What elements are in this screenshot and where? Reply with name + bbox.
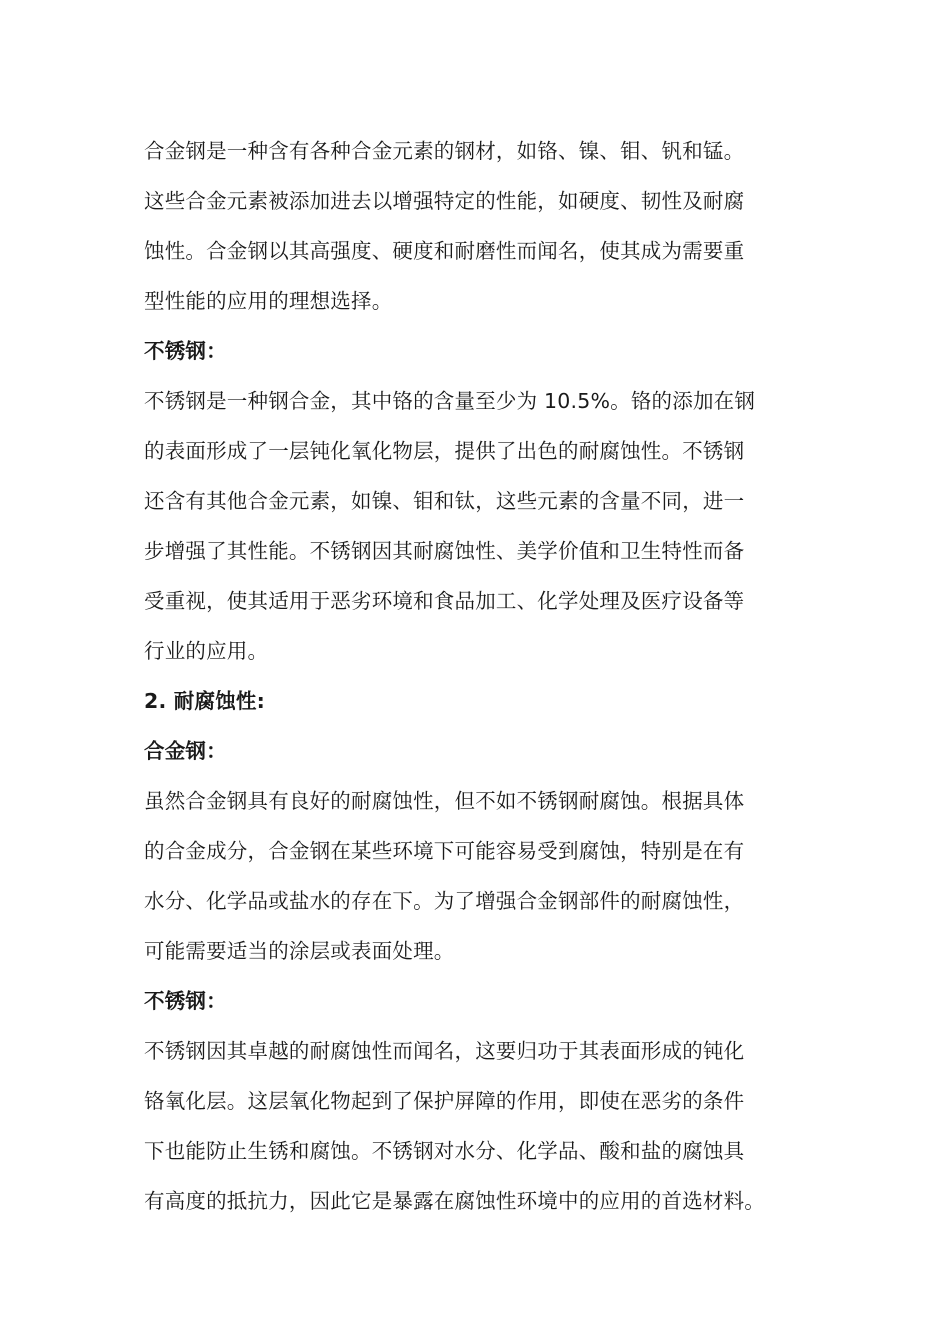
text-line: 的合金成分，合金钢在某些环境下可能容易受到腐蚀，特别是在有 (144, 839, 745, 863)
text-line: 受重视，使其适用于恶劣环境和食品加工、化学处理及医疗设备等 (144, 589, 745, 613)
text-line: 步增强了其性能。不锈钢因其耐腐蚀性、美学价值和卫生特性而备 (144, 539, 745, 563)
text-line: 水分、化学品或盐水的存在下。为了增强合金钢部件的耐腐蚀性， (144, 889, 745, 913)
text-line: 可能需要适当的涂层或表面处理。 (144, 939, 455, 963)
heading-stainless-steel-2: 不锈钢： (144, 989, 227, 1013)
paragraph-stainless-steel-corrosion (144, 1026, 824, 1226)
text-line: 不锈钢因其卓越的耐腐蚀性而闻名，这要归功于其表面形成的钝化 (144, 1039, 745, 1063)
document-page (144, 126, 824, 1226)
text-line: 蚀性。合金钢以其高强度、硬度和耐磨性而闻名，使其成为需要重 (144, 239, 745, 263)
text-line: 不锈钢是一种钢合金，其中铬的含量至少为 10.5%。铬的添加在钢 (144, 389, 756, 413)
text-line: 合金钢是一种含有各种合金元素的钢材，如铬、镍、钼、钒和锰。 (144, 139, 745, 163)
text-line: 有高度的抵抗力，因此它是暴露在腐蚀性环境中的应用的首选材料。 (144, 1189, 765, 1213)
text-line: 还含有其他合金元素，如镍、钼和钛，这些元素的含量不同，进一 (144, 489, 745, 513)
section-heading-corrosion-resistance: 2. 耐腐蚀性: (144, 689, 265, 713)
paragraph-alloy-steel-intro (144, 126, 824, 326)
heading-alloy-steel: 合金钢： (144, 739, 227, 763)
text-line: 型性能的应用的理想选择。 (144, 289, 393, 313)
heading-stainless-steel: 不锈钢： (144, 339, 227, 363)
text-line: 行业的应用。 (144, 639, 269, 663)
text-line: 这些合金元素被添加进去以增强特定的性能，如硬度、韧性及耐腐 (144, 189, 745, 213)
text-line: 铬氧化层。这层氧化物起到了保护屏障的作用，即使在恶劣的条件 (144, 1089, 745, 1113)
text-line: 虽然合金钢具有良好的耐腐蚀性，但不如不锈钢耐腐蚀。根据具体 (144, 789, 745, 813)
paragraph-stainless-steel-intro (144, 376, 824, 676)
text-line: 下也能防止生锈和腐蚀。不锈钢对水分、化学品、酸和盐的腐蚀具 (144, 1139, 745, 1163)
paragraph-alloy-steel-corrosion (144, 776, 824, 976)
text-line: 的表面形成了一层钝化氧化物层，提供了出色的耐腐蚀性。不锈钢 (144, 439, 745, 463)
